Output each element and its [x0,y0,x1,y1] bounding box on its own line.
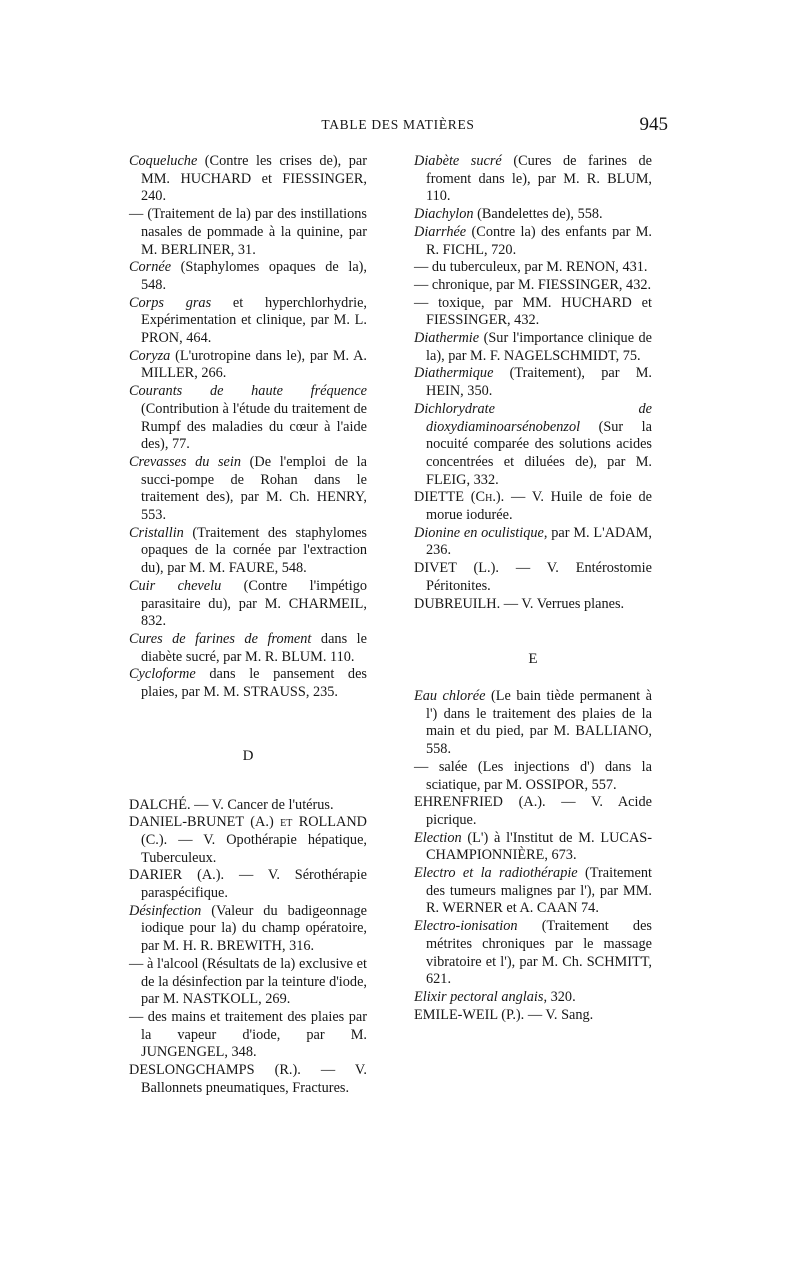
entry-text: — des mains et traitement des plaies par la vapeur d'iode, par M. JUNGENGEL, 348. [129,1008,367,1061]
index-entry [129,347,367,383]
entry-heading: Eau chlorée [414,687,486,704]
index-entry [414,400,652,490]
entry-text: — V. Huile de foie de morue iodurée. [426,489,652,524]
entry-heading: Diabète sucré [414,153,502,169]
index-entry [414,206,652,224]
index-entry [414,153,652,206]
entry-text: — V. Sang. [524,1006,594,1023]
entries-c [129,153,367,702]
index-entry [414,829,652,865]
index-entry [414,988,652,1007]
entry-heading: Election [414,829,462,846]
entries-e [414,688,652,1024]
entry-heading: DALCHÉ. [129,796,191,813]
entry-text: — V. Verrues planes. [500,595,625,612]
index-entry [414,223,652,259]
entry-text: , par M. L'ADAM, 236. [426,524,652,559]
entry-text: (De l'emploi de la succi-pompe de Rohan dans le traitement des), par M. Ch. HENRY, 553. [141,453,367,524]
entry-heading: Courants de haute fréquence [129,383,367,400]
entry-text: (Le bain tiède permanent à l') dans le traitement des plaies de la main et du pied, par M. BALLIANO, 558. [426,687,652,758]
entry-text: — V. Sérothérapie paraspécifique. [141,867,367,902]
index-entry [414,489,652,524]
index-entry [129,453,367,525]
index-entry [414,687,652,759]
entry-heading: Electro-ionisation [414,918,518,935]
entry-text: (Sur l'importance clinique de la), par M. F. NAGELSCHMIDT, 75. [426,330,652,364]
entry-heading: Cycloforme [129,666,196,683]
entry-heading: Diachylon [414,206,474,223]
index-entry [129,902,367,956]
entries-d-left [129,797,367,1098]
index-entry [129,577,367,631]
index-entry [414,294,652,330]
entry-heading: DESLONGCHAMPS (R.). [129,1062,301,1079]
entry-heading: DUBREUILH. [414,595,501,612]
entry-text: (Sur la nocuité comparée des solutions acides concentrées et diluées de), par M. FLEIG, 332. [426,418,652,488]
index-entry [414,865,652,918]
entry-text: (L') à l'Institut de M. LUCAS-CHAMPIONNIÈRE, 673. [426,829,652,864]
entry-text: (Contre l'impétigo parasitaire du), par M. CHARMEIL, 832. [141,577,367,630]
index-entry [414,330,652,365]
index-entry [129,524,367,578]
entry-heading: DANIEL-BRUNET (A.) et ROLLAND (C.). [129,814,367,848]
entry-heading: Cornée [129,259,172,276]
entry-heading: Crevasses du sein [129,453,242,470]
entry-heading: Dichlorydrate de dioxydiaminoarsénobenzol [414,400,652,435]
entry-text: (L'urotropine dans le), par M. A. MILLER, 266. [141,347,367,382]
index-entry [129,955,367,1009]
index-entry [129,294,367,348]
entry-text: — chronique, par M. FIESSINGER, 432. [414,276,652,293]
index-entry [414,259,652,277]
entry-text: (Contre les crises de), par MM. HUCHARD et FIESSINGER, 240. [141,153,367,205]
index-entry [414,595,652,614]
entry-text: (Traitement des staphylomes opaques de la cornée par l'extraction du), par M. M. FAURE, 548. [141,524,367,577]
left-column [129,153,367,1097]
entry-text: — toxique, par MM. HUCHARD et FIESSINGER, 432. [414,294,652,329]
entry-heading: Electro et la radiothérapie [414,865,578,882]
index-entry [414,276,652,295]
entry-heading: Elixir pectoral anglais [414,988,544,1005]
entry-text: — du tuberculeux, par M. RENON, 431. [414,259,648,276]
entry-heading: Diathermie [414,330,480,347]
page-number: 945 [639,114,668,135]
entry-heading: EMILE-WEIL (P.). [414,1006,525,1023]
entry-text: (Cures de farines de froment dans le), par M. R. BLUM, 110. [426,153,652,205]
entries-d-right [414,153,652,613]
entry-text: (Traitement), par M. HEIN, 350. [426,365,652,400]
entry-heading: DARIER (A.). [129,867,225,884]
index-entry [129,814,367,867]
entry-text: (Contribution à l'étude du traitement de Rumpf des maladies du cœur à l'aide des), 77. [141,400,367,453]
index-entry [414,560,652,595]
index-entry [129,1062,367,1097]
index-entry [414,794,652,829]
running-title: TABLE DES MATIÈRES [321,117,475,132]
index-entry [414,365,652,400]
entry-text: — V. Opothérapie hépatique, Tuberculeux. [141,831,367,866]
entry-heading: Diathermique [414,365,494,382]
entry-heading: Dionine en oculistique [414,524,544,541]
index-entry [129,153,367,206]
entry-text: — salée (Les injections d') dans la sciatique, par M. OSSIPOR, 557. [414,758,652,793]
index-entry [129,630,367,666]
right-column [414,153,652,1024]
section-letter-e: E [528,651,538,668]
index-entry [129,796,367,815]
running-head [128,114,668,137]
index-entry [414,524,652,560]
entry-text: — (Traitement de la) par des instillations nasales de pommade à la quinine, par M. BERLINER, 31. [129,206,367,258]
entry-text: — V. Entérostomie Péritonites. [426,560,652,594]
entry-text: (Staphylomes opaques de la), 548. [141,259,367,293]
entry-text: — V. Ballonnets pneumatiques, Fractures. [141,1062,367,1096]
section-letter-d: D [242,747,254,764]
index-entry [414,1006,652,1025]
index-entry [129,383,367,454]
entry-text: (Valeur du badigeonnage iodique pour la) du champ opératoire, par M. H. R. BREWITH, 316. [141,902,367,955]
entry-heading: Désinfection [129,902,202,919]
entry-heading: Diarrhée [414,223,467,240]
index-entry [129,867,367,902]
entry-text: dans le diabète sucré, par M. R. BLUM. 110. [141,630,367,665]
index-entry [129,259,367,294]
entry-heading: EHRENFRIED (A.). [414,794,546,811]
entry-text: — V. Cancer de l'utérus. [190,796,334,813]
entry-text: (Traitement des tumeurs malignes par l'), par MM. R. WERNER et A. CAAN 74. [426,865,652,917]
entry-heading: Corps gras [129,294,212,311]
entry-text: et hyperchlorhydrie, Expérimentation et clinique, par M. L. PRON, 464. [141,294,367,347]
index-entry [129,666,367,701]
entry-heading: DIETTE (Ch.). [414,489,505,506]
entry-text: , 320. [543,988,576,1005]
index-entry [414,758,652,794]
entry-heading: Cures de farines de froment [129,630,312,647]
entry-text: — V. Acide picrique. [426,794,652,828]
entry-text: (Traitement des métrites chroniques par le massage vibratoire et l'), par M. Ch. SCHMITT, 621. [426,918,652,988]
entry-heading: Coqueluche [129,153,198,169]
entry-text: (Contre la) des enfants par M. R. FICHL, 720. [426,223,652,258]
entry-heading: Cristallin [129,524,184,541]
entry-text: dans le pansement des plaies, par M. M. STRAUSS, 235. [141,666,367,701]
entry-text: (Bandelettes de), 558. [473,206,603,223]
index-entry [414,918,652,989]
index-entry [129,1008,367,1062]
entry-heading: Cuir chevelu [129,577,222,594]
entry-heading: DIVET (L.). [414,560,499,577]
index-entry [129,206,367,259]
entry-text: — à l'alcool (Résultats de la) exclusive et de la désinfection par la teinture d'iode, par M. NASTKOLL, 269. [129,955,367,1008]
entry-heading: Coryza [129,347,171,364]
